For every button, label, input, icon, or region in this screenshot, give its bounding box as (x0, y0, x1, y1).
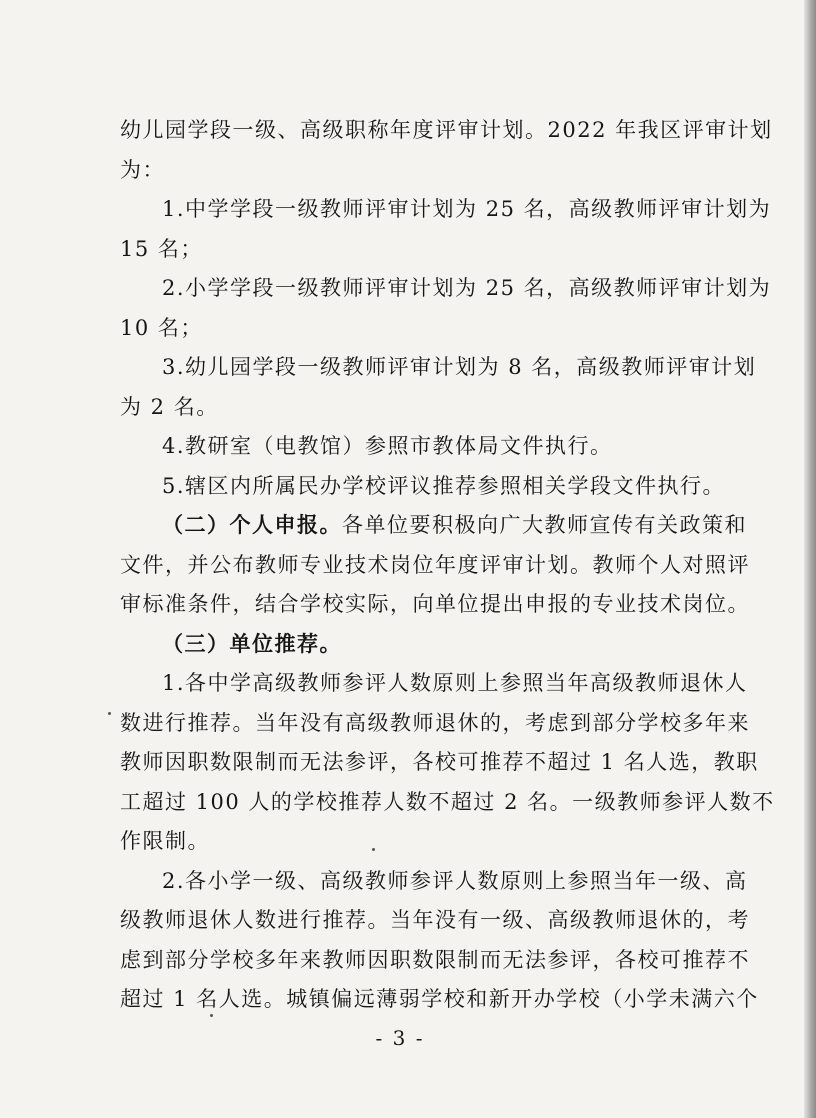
text-line-23: 超过 1 名人选。城镇偏远薄弱学校和新开办学校（小学未满六个 (120, 987, 759, 1011)
text-line-3: 1.中学学段一级教师评审计划为 25 名，高级教师评审计划为 (162, 197, 772, 221)
scan-speck (210, 1014, 213, 1017)
text-line-18: 工超过 100 人的学校推荐人数不超过 2 名。一级教师参评人数不 (120, 790, 775, 814)
text-line-2: 为： (120, 158, 165, 182)
text-line-21: 级教师退休人数进行推荐。当年没有一级、高级教师退休的，考 (120, 908, 750, 932)
text-line-10: 5.辖区内所属民办学校评议推荐参照相关学段文件执行。 (162, 474, 726, 498)
text-line-8: 为 2 名。 (120, 395, 219, 419)
text-line-1: 幼儿园学段一级、高级职称年度评审计划。2022 年我区评审计划 (120, 118, 773, 142)
text-line-9: 4.教研室（电教馆）参照市教体局文件执行。 (162, 434, 613, 458)
text-line-17: 教师因职数限制而无法参评，各校可推荐不超过 1 名人选，教职 (120, 750, 759, 774)
text-line-15: 1.各中学高级教师参评人数原则上参照当年高级教师退休人 (162, 671, 748, 695)
scan-speck (108, 712, 111, 715)
text-line-12: 文件，并公布教师专业技术岗位年度评审计划。教师个人对照评 (120, 553, 750, 577)
scan-edge (804, 0, 816, 1118)
text-line-19: 作限制。 (120, 829, 210, 853)
page-number: - 3 - (375, 1026, 425, 1050)
scan-speck (372, 848, 375, 851)
text-line-7: 3.幼儿园学段一级教师评审计划为 8 名，高级教师评审计划 (162, 355, 757, 379)
text-line-6: 10 名； (120, 316, 203, 340)
text-line-13: 审标准条件，结合学校实际，向单位提出申报的专业技术岗位。 (120, 592, 750, 616)
section-heading-personal (162, 510, 747, 540)
text-line-20: 2.各小学一级、高级教师参评人数原则上参照当年一级、高 (162, 869, 748, 893)
text-line-11: 各单位要积极向广大教师宣传有关政策和 (342, 513, 747, 537)
text-line-22: 虑到部分学校多年来教师因职数限制而无法参评，各校可推荐不 (120, 948, 750, 972)
text-line-4: 15 名； (120, 237, 203, 261)
text-line-16: 数进行推荐。当年没有高级教师退休的，考虑到部分学校多年来 (120, 711, 750, 735)
text-line-5: 2.小学学段一级教师评审计划为 25 名，高级教师评审计划为 (162, 276, 772, 300)
heading-unit-recommendation: （三）单位推荐。 (162, 631, 342, 656)
heading-personal-application: （二）个人申报。 (162, 512, 342, 537)
